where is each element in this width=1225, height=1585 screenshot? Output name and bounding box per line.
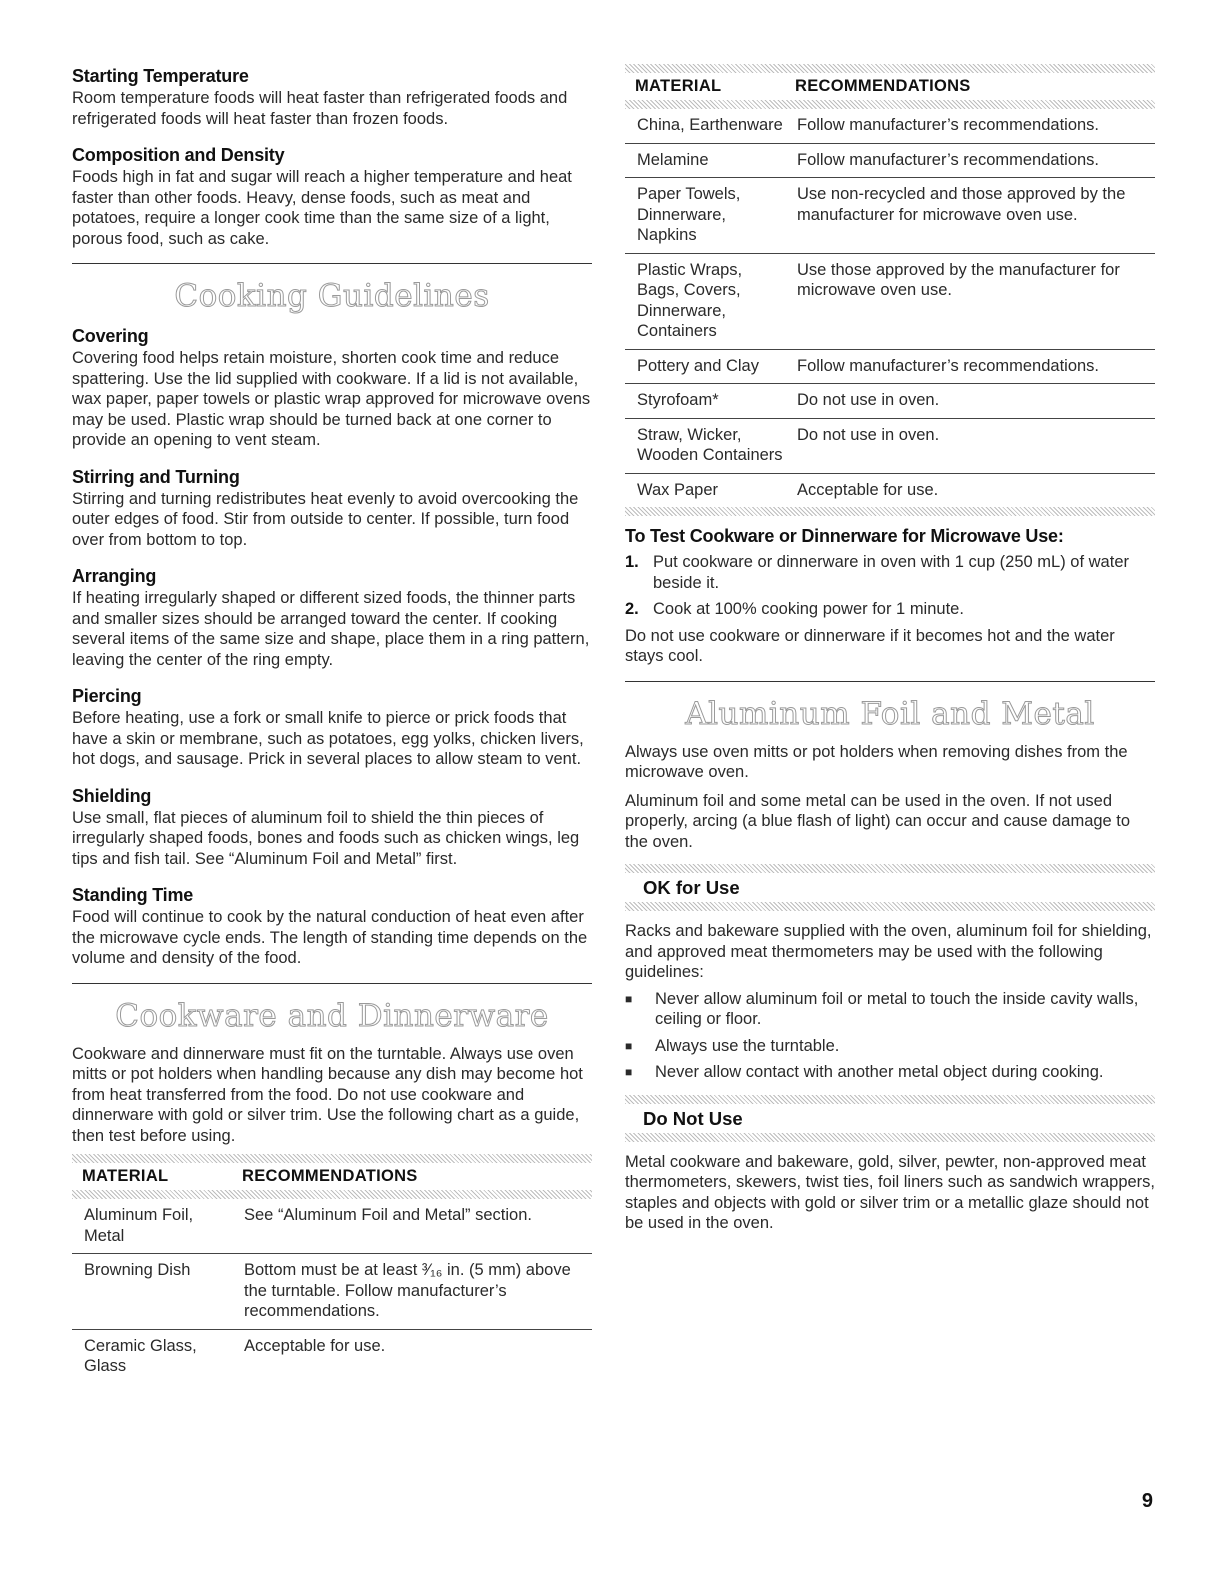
right-column [625, 64, 1155, 1234]
material-cell: China, Earthenware [637, 116, 783, 134]
section-stirring-turning [72, 465, 592, 551]
section-covering [72, 324, 592, 451]
foil-paragraph: Always use oven mitts or pot holders when removing dishes from the microwave oven. [625, 742, 1128, 781]
ok-for-use-text: Racks and bakeware supplied with the oven, aluminum foil for shielding, and approved meat thermometers may be used with the following guidelines: [625, 922, 1152, 981]
section-text: Do not use cookware or dinnerware if it becomes hot and the water stays cool. [625, 626, 1115, 665]
table-row [625, 178, 1155, 254]
section-heading: To Test Cookware or Dinnerware for Microwave Use: [625, 526, 1064, 546]
list-item [625, 1062, 1155, 1083]
material-cell: Styrofoam* [625, 384, 785, 419]
do-not-use-heading: Do Not Use [643, 1107, 743, 1129]
materials-table-right [625, 73, 1155, 507]
bullet-icon: ■ [625, 1065, 633, 1079]
table-row [625, 253, 1155, 349]
section-text: Use small, flat pieces of aluminum foil to shield the thin pieces of irregularly shaped foods, bones and foods such as chicken wings, leg tips and fish tail. See “Aluminum Foil and Metal” first. [72, 808, 580, 868]
do-not-use-text: Metal cookware and bakeware, gold, silver, pewter, non-approved meat thermometers, skewers, twist ties, foil liners such as sandwich wrappers, staples and objects with gold or silver trim or a metallic glaze should not be used in the oven. [625, 1152, 1156, 1232]
section-text: If heating irregularly shaped or different sized foods, the thinner parts and smaller sizes should be arranged toward the center. If cooking several items of the same size and shape, place them in a ring pattern, leaving the center of the ring empty. [72, 589, 590, 669]
bullet-text: Never allow aluminum foil or metal to touch the inside cavity walls, ceiling or floor. [655, 989, 1139, 1028]
section-heading: Arranging [72, 566, 157, 586]
table-row [72, 1199, 592, 1254]
recommendation-cell: Use those approved by the manufacturer for microwave oven use. [785, 253, 1155, 349]
table-row [625, 109, 1155, 143]
table-hatch-header [72, 1190, 592, 1199]
list-item [625, 599, 1155, 620]
column-header-recommendations: RECOMMENDATIONS [795, 77, 971, 95]
cooking-guidelines-title: Cooking Guidelines [72, 263, 592, 316]
section-piercing [72, 684, 592, 770]
step-number: 1. [625, 553, 639, 571]
table-hatch-header [625, 100, 1155, 109]
section-heading: Shielding [72, 785, 152, 806]
section-arranging [72, 564, 592, 670]
recommendation-cell: Use non-recycled and those approved by the manufacturer for microwave oven use. [785, 178, 1155, 254]
table-hatch-bottom [625, 507, 1155, 516]
bullet-icon: ■ [625, 1038, 633, 1053]
list-item [625, 1036, 1155, 1057]
recommendation-cell: Follow manufacturer’s recommendations. [785, 143, 1155, 178]
column-header-recommendations: RECOMMENDATIONS [242, 1167, 418, 1185]
recommendation-cell: Do not use in oven. [785, 418, 1155, 473]
cookware-dinnerware-title: Cookware and Dinnerware [72, 983, 592, 1036]
bullet-text: Never allow contact with another metal object during cooking. [655, 1063, 1104, 1081]
page-number: 9 [1141, 1490, 1153, 1512]
list-item [625, 552, 1155, 593]
step-number: 2. [625, 600, 639, 618]
band-hatch-bottom [625, 1133, 1155, 1142]
material-cell: Ceramic Glass, Glass [72, 1329, 232, 1384]
table-row [72, 1329, 592, 1384]
section-text: Covering food helps retain moisture, shorten cook time and reduce spattering. Use the lid supplied with cookware. If a lid is not available, wax paper, paper towels or plastic wrap approved for microwave ovens may be used. Plastic wrap should be turned back at one corner to provide an opening to vent steam. [72, 349, 591, 449]
section-heading: Starting Temperature [72, 66, 249, 86]
list-item [625, 989, 1155, 1030]
left-column [72, 64, 592, 1384]
recommendation-cell: Bottom must be at least ³⁄₁₆ in. (5 mm) above the turntable. Follow manufacturer’s recommendations. [232, 1254, 592, 1330]
ok-for-use-band [625, 864, 1155, 911]
section-shielding [72, 784, 592, 870]
recommendation-cell: Acceptable for use. [785, 473, 1155, 507]
material-cell: Aluminum Foil, Metal [84, 1206, 194, 1245]
recommendation-cell: Do not use in oven. [785, 384, 1155, 419]
section-test-cookware [625, 524, 1155, 667]
section-text: Food will continue to cook by the natural conduction of heat even after the microwave cycle ends. The length of standing time depends on the volume and density of the food. [72, 908, 588, 967]
table-row [625, 418, 1155, 473]
section-heading: Covering [72, 326, 149, 346]
table-row [625, 349, 1155, 384]
section-text: Before heating, use a fork or small knife to pierce or prick foods that have a skin or membrane, such as potatoes, egg yolks, chicken livers, hot dogs, and sausage. Prick in several places to allow steam to vent. [72, 709, 584, 768]
recommendation-cell: Follow manufacturer’s recommendations. [785, 349, 1155, 384]
section-text: Foods high in fat and sugar will reach a higher temperature and heat faster than other foods. Heavy, dense foods, such as meat and potatoes, require a longer cook time than the same size of a light, porous food, such as cake. [72, 168, 572, 248]
recommendation-cell: Follow manufacturer’s recommendations. [797, 116, 1100, 134]
cookware-intro: Cookware and dinnerware must fit on the turntable. Always use oven mitts or pot holders when handling because any dish may become hot from heat transferred from the food. Do not use cookware and dinnerware with gold or silver trim. Use the following chart as a guide, then test before using. [72, 1044, 583, 1145]
table-row [625, 384, 1155, 419]
column-header-material: MATERIAL [82, 1167, 169, 1185]
bullet-icon: ■ [625, 991, 633, 1006]
material-cell: Wax Paper [625, 473, 785, 507]
column-header-material: MATERIAL [635, 77, 722, 95]
section-heading: Stirring and Turning [72, 466, 240, 487]
table-row [625, 143, 1155, 178]
table-row [625, 473, 1155, 507]
band-hatch-top [625, 1095, 1155, 1104]
foil-paragraph: Aluminum foil and some metal can be used in the oven. If not used properly, arcing (a blue flash of light) can occur and cause damage to the oven. [625, 791, 1131, 851]
section-heading: Composition and Density [72, 145, 285, 165]
aluminum-foil-metal-title: Aluminum Foil and Metal [625, 681, 1155, 734]
table-hatch-top [625, 64, 1155, 73]
recommendation-cell: Acceptable for use. [232, 1329, 592, 1384]
step-text: Put cookware or dinnerware in oven with 1 cup (250 mL) of water beside it. [653, 553, 1129, 592]
section-text: Stirring and turning redistributes heat evenly to avoid overcooking the outer edges of food. Stir from outside to center. If possible, turn food over from bottom to top. [72, 489, 579, 549]
do-not-use-band [625, 1095, 1155, 1142]
band-hatch-bottom [625, 902, 1155, 911]
material-cell: Melamine [625, 143, 785, 178]
material-cell: Straw, Wicker, Wooden Containers [625, 418, 785, 473]
section-composition-density [72, 143, 592, 249]
materials-table-left [72, 1163, 592, 1384]
material-cell: Paper Towels, Dinnerware, Napkins [625, 178, 785, 254]
section-text: Room temperature foods will heat faster than refrigerated foods and refrigerated foods will heat faster than frozen foods. [72, 89, 568, 128]
table-hatch-top [72, 1154, 592, 1163]
material-cell: Browning Dish [72, 1254, 232, 1330]
recommendation-cell: See “Aluminum Foil and Metal” section. [244, 1206, 532, 1224]
section-heading: Standing Time [72, 885, 194, 905]
bullet-text: Always use the turntable. [655, 1036, 840, 1055]
section-heading: Piercing [72, 686, 142, 706]
section-standing-time [72, 883, 592, 969]
step-text: Cook at 100% cooking power for 1 minute. [653, 600, 964, 618]
band-hatch-top [625, 864, 1155, 873]
material-cell: Pottery and Clay [625, 349, 785, 384]
material-cell: Plastic Wraps, Bags, Covers, Dinnerware, Containers [625, 253, 785, 349]
section-starting-temperature [72, 64, 592, 129]
ok-for-use-heading: OK for Use [643, 877, 740, 898]
table-row [72, 1254, 592, 1330]
